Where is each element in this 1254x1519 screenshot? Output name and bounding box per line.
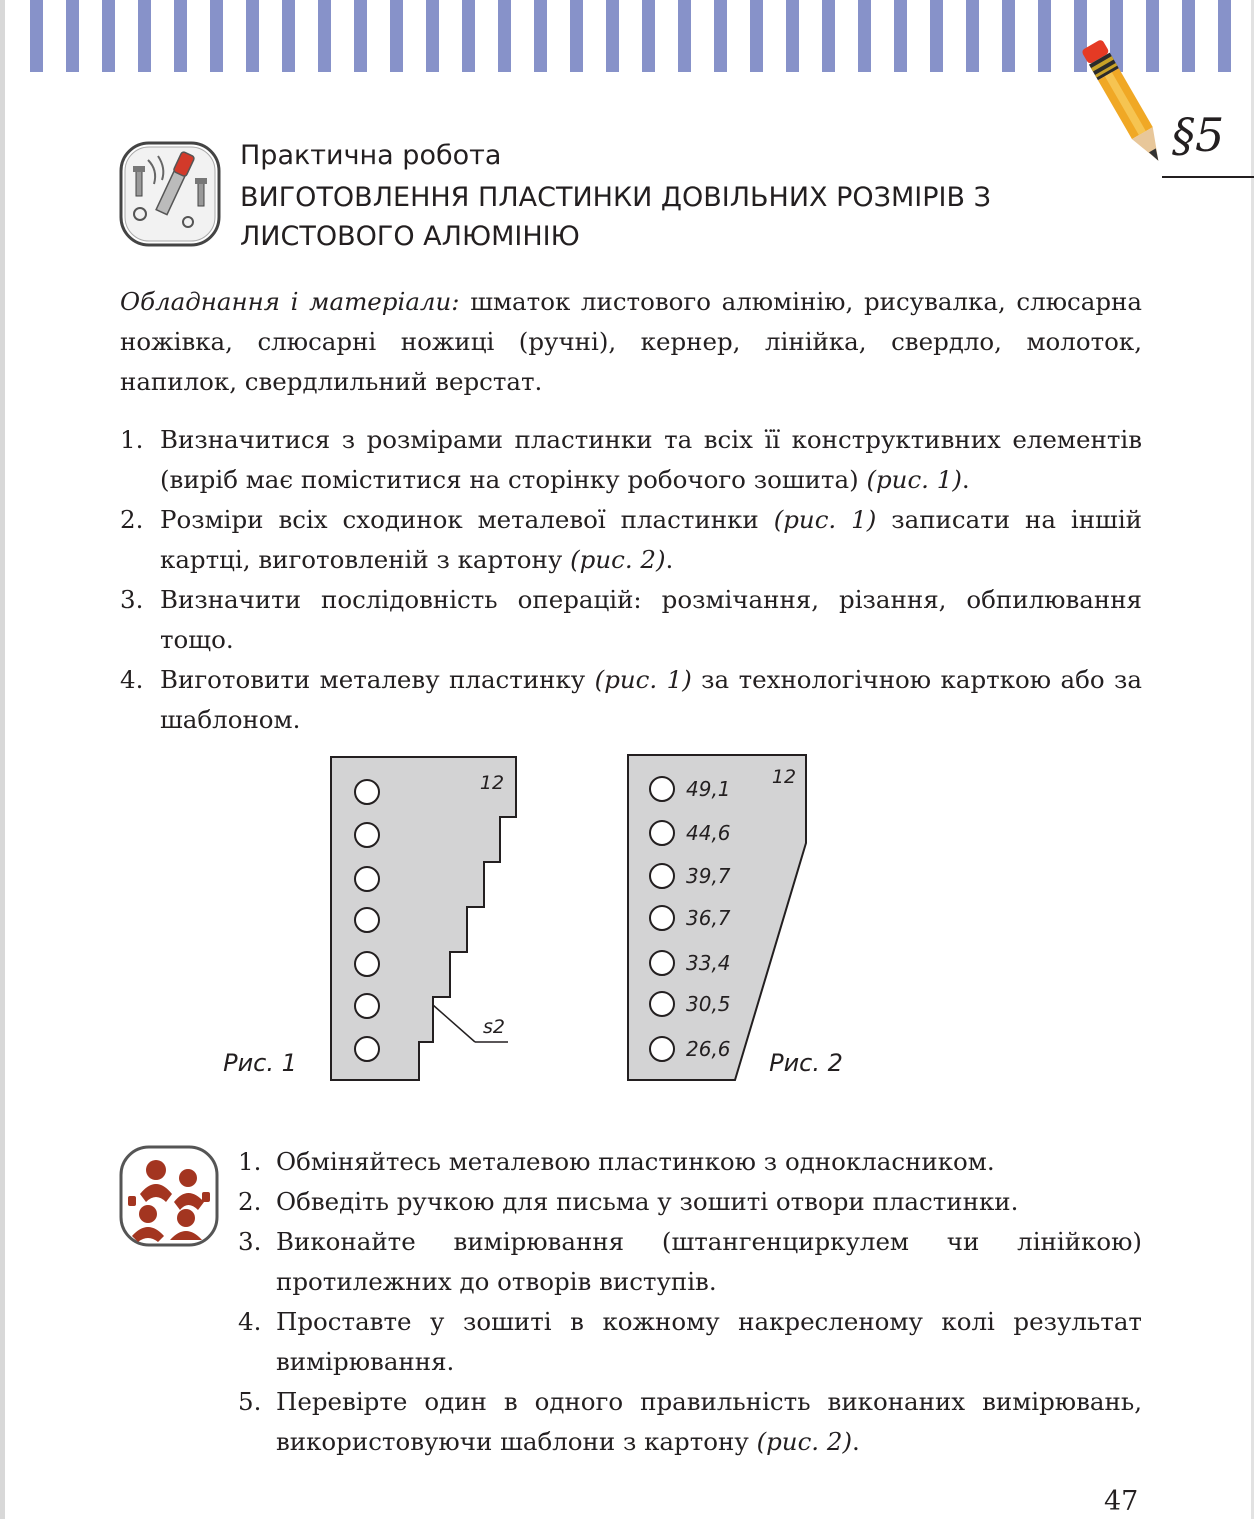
figure1-callout-leader — [433, 1005, 475, 1042]
step-text-mid: записати на іншій картці, виготовленій з картону — [160, 505, 1143, 574]
figure2-value: 49,1 — [686, 777, 731, 801]
task-number: 4. — [238, 1307, 262, 1336]
tools-icon — [118, 140, 222, 248]
task-item — [238, 1222, 1142, 1302]
task-text: Обміняйтесь металевою пластинкою з однокласником. — [276, 1147, 995, 1176]
figure1-hole — [355, 994, 379, 1018]
task-text: Виконайте вимірювання (штангенциркулем чи лінійкою) протилежних до отворів виступів. — [276, 1227, 1142, 1296]
figure2-hole — [650, 906, 674, 930]
task-text: Проставте у зошиті в кожному накресленому колі результат вимірювання. — [276, 1307, 1142, 1376]
figure1-hole — [355, 952, 379, 976]
figure2-hole — [650, 821, 674, 845]
step-tail: . — [665, 545, 674, 574]
task-number: 2. — [238, 1187, 262, 1216]
section-underline — [1162, 176, 1254, 178]
task-number: 1. — [238, 1147, 262, 1176]
step-ref: (рис. 1) — [866, 465, 962, 494]
task-item — [238, 1382, 1142, 1462]
step-number: 2. — [120, 505, 144, 534]
figure1-hole — [355, 780, 379, 804]
materials-paragraph — [120, 282, 1142, 402]
step-item — [120, 580, 1142, 660]
figure2-value: 30,5 — [686, 992, 731, 1016]
task-tail: . — [852, 1427, 860, 1456]
task-text: Обведіть ручкою для письма у зошиті отвори пластинки. — [276, 1187, 1019, 1216]
task-ref: (рис. 2) — [756, 1427, 853, 1456]
step-number: 1. — [120, 425, 144, 454]
figure1-hole — [355, 867, 379, 891]
figure1-thickness: 12 — [479, 772, 505, 794]
figure1-hole — [355, 823, 379, 847]
figure2-hole — [650, 777, 674, 801]
figure1-caption: Рис. 1 — [223, 1049, 297, 1077]
task-item — [238, 1142, 1142, 1182]
page-number: 47 — [1104, 1486, 1139, 1517]
figure2-caption: Рис. 2 — [769, 1049, 843, 1077]
figure2-value: 44,6 — [686, 821, 731, 845]
step-text: Визначитися з розмірами пластинки та всіх її конструктивних елементів (виріб має поміститися на сторінку робочого зошита) — [160, 425, 1142, 494]
page-edge — [0, 0, 5, 1519]
step-text: Розміри всіх сходинок металевої пластинки — [160, 505, 774, 534]
figure2-hole — [650, 864, 674, 888]
step-item — [120, 660, 1142, 740]
header-stripes — [30, 0, 1254, 72]
page-title: ВИГОТОВЛЕННЯ ПЛАСТИНКИ ДОВІЛЬНИХ РОЗМІРІВ З ЛИСТОВОГО АЛЮМІНІЮ — [240, 182, 991, 252]
step-number: 3. — [120, 585, 144, 614]
section-number: §5 — [1172, 108, 1225, 162]
step-ref: (рис. 1) — [594, 665, 692, 694]
step-tail: . — [961, 465, 970, 494]
figure2-hole — [650, 951, 674, 975]
figure2-value: 39,7 — [686, 864, 731, 888]
step-item — [120, 420, 1142, 500]
tasks-list — [238, 1142, 1142, 1462]
figure2-value: 36,7 — [686, 906, 731, 930]
task-item — [238, 1182, 1142, 1222]
step-tail: за технологічною карткою або за шаблоном. — [160, 665, 1143, 734]
figure2-value: 26,6 — [686, 1037, 731, 1061]
task-number: 3. — [238, 1227, 262, 1256]
figure1-hole — [355, 1037, 379, 1061]
group-work-icon — [118, 1144, 220, 1248]
step-number: 4. — [120, 665, 144, 694]
steps-list — [120, 420, 1142, 740]
pencil-icon — [1080, 30, 1170, 180]
step-ref: (рис. 1) — [773, 505, 877, 534]
page-subtitle: Практична робота — [240, 140, 502, 171]
task-text: Перевірте один в одного правильність виконаних вимірювань, використовуючи шаблони з картону — [276, 1387, 1142, 1456]
figure2-hole — [650, 1037, 674, 1061]
materials-label: Обладнання і матеріали: — [120, 287, 460, 316]
step-ref: (рис. 2) — [570, 545, 666, 574]
materials-text: шматок листового алюмінію, рисувалка, слюсарна ножівка, слюсарні ножиці (ручні), кернер, лінійка, свердло, молоток, напилок, свердлильний верстат. — [120, 287, 1142, 396]
figure2-value: 33,4 — [686, 951, 731, 975]
figure1-hole — [355, 908, 379, 932]
step-text: Виготовити металеву пластинку — [160, 665, 595, 694]
task-item — [238, 1302, 1142, 1382]
step-text: Визначити послідовність операцій: розмічання, різання, обпилювання тощо. — [160, 585, 1142, 654]
figure2-hole — [650, 992, 674, 1016]
figure2-thickness: 12 — [771, 766, 797, 788]
figures — [200, 745, 900, 1095]
step-item — [120, 500, 1142, 580]
task-number: 5. — [238, 1387, 262, 1416]
figure1-callout: s2 — [483, 1016, 505, 1038]
